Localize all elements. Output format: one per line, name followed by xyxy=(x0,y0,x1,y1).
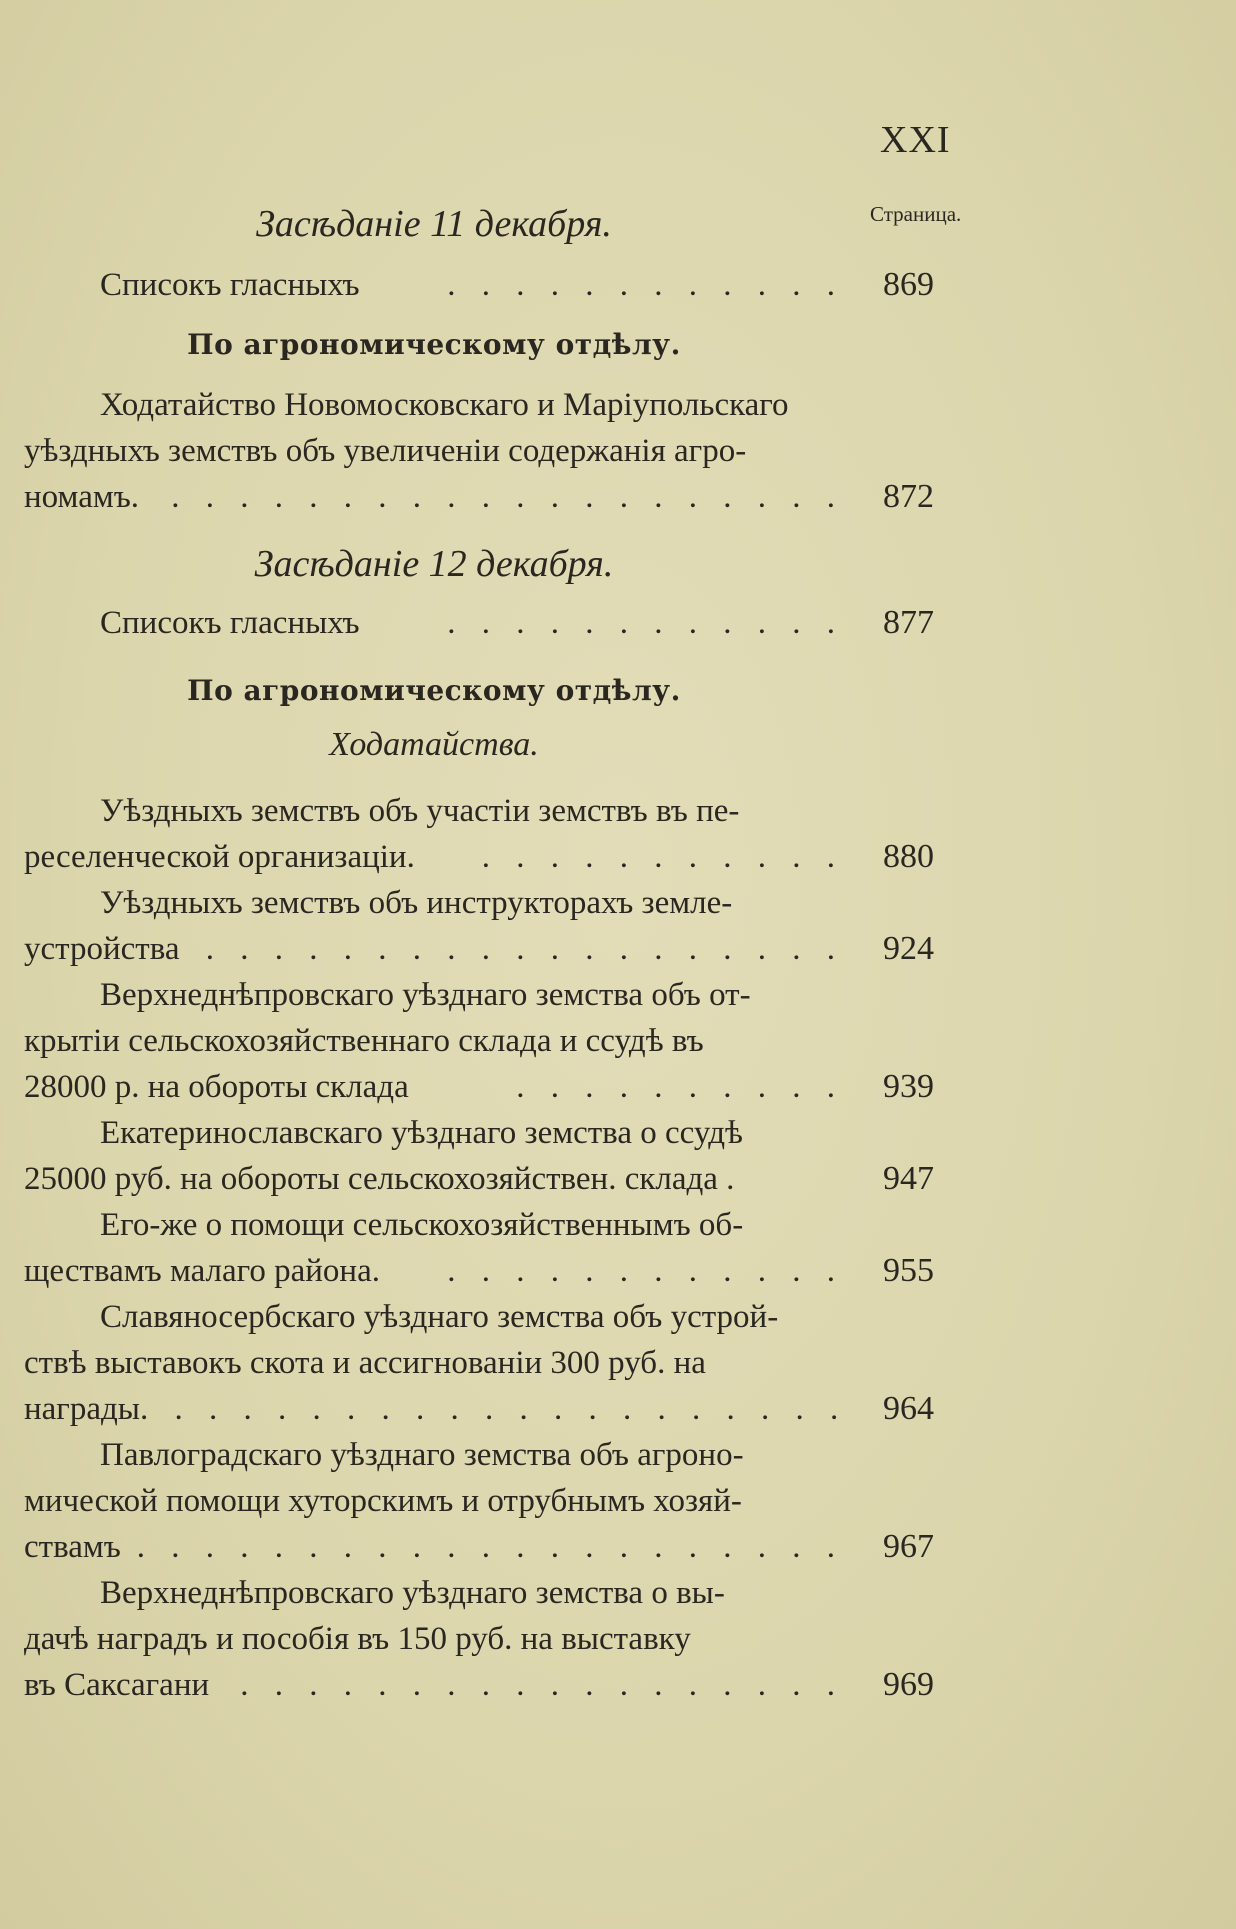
session-heading-dec-12: Засѣданіе 12 декабря. xyxy=(254,543,614,585)
toc-entry-line[interactable] xyxy=(24,926,844,972)
toc-entry-text: Верхнеднѣпровскаго уѣзднаго земства объ от- xyxy=(100,977,751,1013)
toc-entry-text: Славяносербскаго уѣзднаго земства объ устрой- xyxy=(100,1299,779,1335)
toc-entry-text: Уѣздныхъ земствъ объ участіи земствъ въ пе- xyxy=(100,793,740,829)
toc-entry-list-1[interactable] xyxy=(24,262,844,308)
toc-leader-dots: . . . . . . . . . . xyxy=(516,1069,844,1105)
toc-entry-line[interactable] xyxy=(24,834,844,880)
toc-page-ref: 869 xyxy=(883,266,934,303)
subsection-heading-petitions: Ходатайства. xyxy=(329,726,539,763)
toc-entry-line[interactable] xyxy=(24,1248,844,1294)
toc-entry-line xyxy=(24,788,844,834)
toc-page-ref: 969 xyxy=(883,1666,934,1703)
toc-entry-text: дачѣ наградъ и пособія въ 150 руб. на выставку xyxy=(24,1621,691,1657)
toc-entry-text: реселенческой организаціи. xyxy=(24,839,415,875)
toc-leader-dots: . . . . . . . . . . . xyxy=(481,839,844,875)
toc-page-ref: 880 xyxy=(883,838,934,875)
toc-page-ref: 947 xyxy=(883,1160,934,1197)
toc-entry-line[interactable] xyxy=(24,1156,844,1202)
toc-entry-text: номамъ. xyxy=(24,479,140,515)
toc-entry-text: крытіи сельскохозяйственнаго склада и ссудѣ въ xyxy=(24,1023,704,1059)
toc-entry-text: Уѣздныхъ земствъ объ инструкторахъ земле- xyxy=(100,885,733,921)
toc-entry-line xyxy=(24,1110,844,1156)
toc-entry-text: уѣздныхъ земствъ объ увеличеніи содержанія агро- xyxy=(24,433,747,469)
toc-page-ref: 967 xyxy=(883,1528,934,1565)
toc-leader-dots: . . . . . . . . . . . . . . . . . . . . . xyxy=(139,1391,848,1427)
toc-entry-line xyxy=(24,1432,844,1478)
toc-entry-text: Верхнеднѣпровскаго уѣзднаго земства о вы- xyxy=(100,1575,725,1611)
toc-entry-text: 25000 руб. на обороты сельскохозяйствен. склада . xyxy=(24,1161,735,1197)
toc-entry-line xyxy=(24,1202,844,1248)
toc-entry-text: устройства xyxy=(24,931,180,967)
toc-entry-text: Екатеринославскаго уѣзднаго земства о ссудѣ xyxy=(100,1115,743,1151)
toc-entry-text: 28000 р. на обороты склада xyxy=(24,1069,409,1105)
toc-entry-line xyxy=(24,1478,844,1524)
section-subheading-agronomy-2: По агрономическому отдѣлу. xyxy=(187,674,681,707)
toc-entry-text: Списокъ гласныхъ xyxy=(100,605,360,641)
column-label-page: Страница. xyxy=(870,202,962,226)
toc-leader-dots: . . . . . . . . . . . . xyxy=(447,267,844,303)
toc-page-ref: 877 xyxy=(883,604,934,641)
toc-entry-text: мической помощи хуторскимъ и отрубнымъ хозяй- xyxy=(24,1483,742,1519)
toc-page-ref: 955 xyxy=(883,1252,934,1289)
toc-entry-text: ществамъ малаго района. xyxy=(24,1253,380,1289)
toc-page-ref: 924 xyxy=(883,930,934,967)
toc-entry-line xyxy=(24,1570,844,1616)
toc-page-ref: 939 xyxy=(883,1068,934,1105)
toc-entry-text: Павлоградскаго уѣзднаго земства объ агроно- xyxy=(100,1437,744,1473)
toc-entry-line[interactable] xyxy=(24,1386,848,1432)
section-subheading-agronomy-1: По агрономическому отдѣлу. xyxy=(187,328,681,361)
toc-entry-list-2[interactable] xyxy=(24,600,844,646)
toc-entry-line xyxy=(24,1018,844,1064)
toc-leader-dots: . . . . . . . . . . . . . . . . . . . . xyxy=(171,479,844,515)
toc-leader-dots: . . . . . . . . . . . . . . . . . . . . . xyxy=(136,1529,844,1565)
toc-entry-line xyxy=(24,382,844,428)
toc-entry-line xyxy=(24,1340,844,1386)
toc-leader-dots: . . . . . . . . . . . . . . . . . . . xyxy=(205,931,844,967)
toc-entry-text: награды xyxy=(24,1391,140,1427)
toc-entry-line[interactable] xyxy=(24,474,844,520)
toc-entry-text: Списокъ гласныхъ xyxy=(100,267,360,303)
toc-entry-text: ствамъ xyxy=(24,1529,121,1565)
toc-entry-text: Его-же о помощи сельскохозяйственнымъ об- xyxy=(100,1207,744,1243)
toc-entry-line xyxy=(24,1294,844,1340)
toc-entry-line xyxy=(24,972,844,1018)
toc-entry-line xyxy=(24,1616,844,1662)
toc-leader-dots: . . . . . . . . . . . . xyxy=(447,1253,844,1289)
toc-entry-line[interactable] xyxy=(24,1524,844,1570)
toc-entry-text: Ходатайство Новомосковскаго и Маріупольскаго xyxy=(100,387,789,423)
toc-leader-dots: . . . . . . . . . . . . . . . . . . xyxy=(240,1667,844,1703)
session-heading-dec-11: Засѣданіе 11 декабря. xyxy=(256,203,612,245)
toc-entry-line[interactable] xyxy=(24,1064,844,1110)
toc-page-ref: 964 xyxy=(883,1390,934,1427)
toc-entry-line xyxy=(24,428,844,474)
toc-entry-line xyxy=(24,880,844,926)
toc-page-ref: 872 xyxy=(883,478,934,515)
toc-entry-line[interactable] xyxy=(24,1662,844,1708)
toc-leader-dots: . . . . . . . . . . . . xyxy=(447,605,844,641)
toc-entry-text: ствѣ выставокъ скота и ассигнованіи 300 руб. на xyxy=(24,1345,706,1381)
toc-entry-text: въ Саксагани xyxy=(24,1667,210,1703)
page-number: XXI xyxy=(880,119,951,161)
